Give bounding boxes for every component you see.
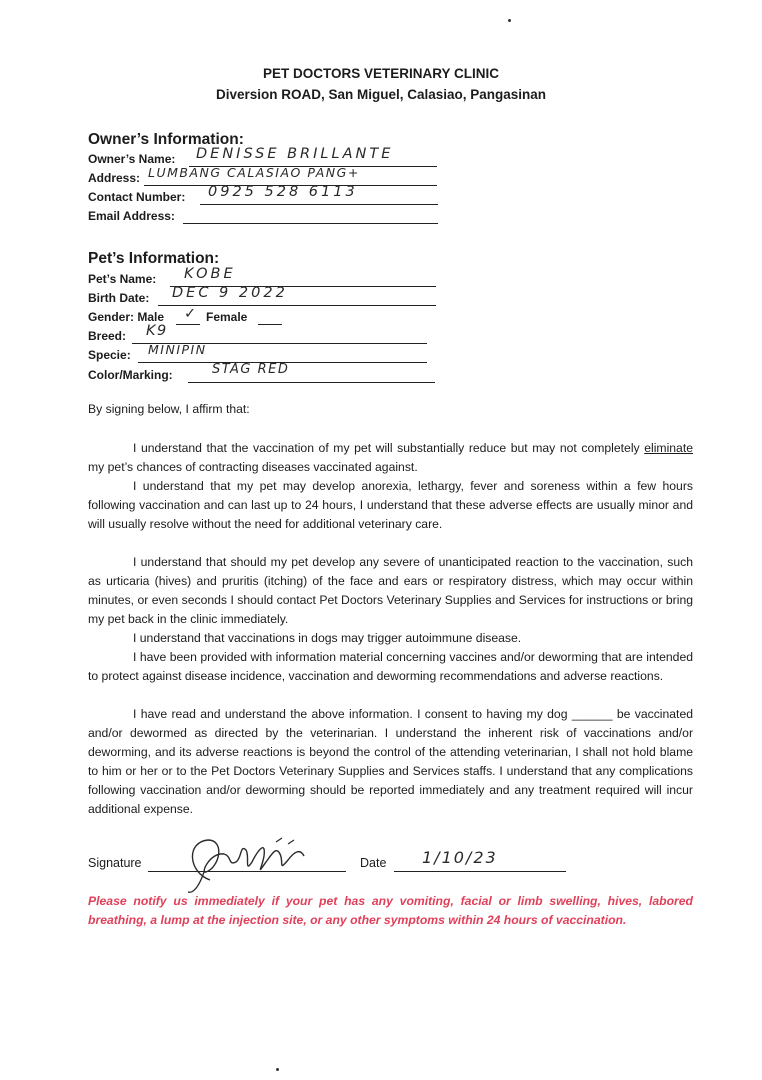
owner-email-line xyxy=(183,222,438,224)
owner-address-label: Address: xyxy=(88,171,141,185)
pet-color-line xyxy=(188,381,435,383)
pet-breed-field[interactable] xyxy=(88,323,428,344)
pet-color-value: STAG RED xyxy=(212,362,290,377)
signature-scribble xyxy=(180,832,350,898)
owner-contact-field[interactable] xyxy=(88,184,438,205)
pet-name-value: KOBE xyxy=(184,266,236,282)
date-value: 1/10/23 xyxy=(422,848,498,867)
signature-label: Signature xyxy=(88,856,142,870)
scan-speck xyxy=(508,19,511,22)
gender-male-check-icon: ✓ xyxy=(184,306,198,322)
affirm-intro: By signing below, I affirm that: xyxy=(88,402,250,416)
date-line[interactable] xyxy=(394,870,566,872)
pet-color-field[interactable] xyxy=(88,362,438,383)
notice-warning: Please notify us immediately if your pet has any vomiting, facial or limb swelling, hives, labored breathing, a lump at the injection site, or any other symptoms within 24 hours of vaccination. xyxy=(88,894,693,927)
gender-male-line[interactable] xyxy=(176,323,200,325)
paragraph-protection-text-a: I understand that the vaccination of my pet will substantially reduce but may not completely xyxy=(133,441,645,455)
pet-birthdate-value: DEC 9 2022 xyxy=(172,285,288,301)
paragraph-protection-underlined: eliminate xyxy=(644,441,693,455)
owner-contact-label: Contact Number: xyxy=(88,190,186,204)
paragraph-information: I have been provided with information material concerning vaccines and/or deworming that are intended to protect against disease incidence, vaccination and deworming recommendations and adverse reactions. xyxy=(88,650,693,684)
pet-specie-value: MINIPIN xyxy=(148,342,207,357)
pet-gender-field[interactable] xyxy=(88,307,308,325)
gender-female-label: Female xyxy=(206,310,248,324)
paragraph-protection-text-b: my pet’s chances of contracting diseases vaccinated against. xyxy=(88,460,418,475)
paragraph-protection xyxy=(88,439,693,477)
pet-specie-label: Specie: xyxy=(88,348,131,362)
owner-email-label: Email Address: xyxy=(88,209,175,223)
clinic-address: Diversion ROAD, San Miguel, Calasiao, Pangasinan xyxy=(215,87,547,102)
pet-breed-value: K9 xyxy=(146,323,168,339)
paragraph-consent: I have read and understand the above information. I consent to having my dog ______ be vaccinated and/or dewormed as directed by the veterinarian. I understand the inherent risk of vaccinations and/or deworming, and its adverse reactions is beyond the control of the attending veterinarian, I shall not hold blame to him or her or to the Pet Doctors Veterinary Supplies and Services staffs. I understand that any complications following vaccination and/or deworming should be reported immediately and any treatment required will incur additional expense. xyxy=(88,707,693,817)
gender-female-line[interactable] xyxy=(258,323,282,325)
pet-name-label: Pet’s Name: xyxy=(88,272,157,286)
pet-section-title: Pet’s Information: xyxy=(88,250,220,267)
owner-email-field[interactable] xyxy=(88,206,438,224)
owner-name-label: Owner’s Name: xyxy=(88,152,176,166)
clinic-name: PET DOCTORS VETERINARY CLINIC xyxy=(262,66,500,81)
pet-birthdate-label: Birth Date: xyxy=(88,291,150,305)
owner-address-value: LUMBANG CALASIAO PANG+ xyxy=(148,165,360,180)
owner-name-value: DENISSE BRILLANTE xyxy=(196,146,394,162)
pet-birthdate-line xyxy=(158,304,436,306)
scan-speck xyxy=(276,1068,279,1071)
pet-specie-field[interactable] xyxy=(88,342,428,363)
paragraph-side-effects: I understand that my pet may develop anorexia, lethargy, fever and soreness within a few hours following vaccination and can last up to 24 hours, I understand that these adverse effects are usually minor and will usually resolve without the need for additional veterinary care. xyxy=(88,479,693,532)
gender-male-label: Gender: Male xyxy=(88,310,165,324)
pet-birthdate-field[interactable] xyxy=(88,285,438,306)
pet-color-label: Color/Marking: xyxy=(88,368,173,382)
owner-contact-line xyxy=(200,203,438,205)
pet-breed-label: Breed: xyxy=(88,329,127,343)
paragraph-severe-reaction: I understand that should my pet develop any severe of unanticipated reaction to the vaccination, such as urticaria (hives) and pruritis (itching) of the face and ears or respiratory distress, which may occur within minutes, or even seconds I should contact Pet Doctors Veterinary Supplies and Services for instructions or bring my pet back in the clinic immediately. xyxy=(88,555,693,627)
paragraph-autoimmune: I understand that vaccinations in dogs may trigger autoimmune disease. xyxy=(133,631,522,645)
owner-contact-value: 0925 528 6113 xyxy=(208,184,358,200)
owner-section-title: Owner’s Information: xyxy=(88,131,244,148)
date-label: Date xyxy=(360,856,387,870)
signature-row xyxy=(88,848,688,874)
